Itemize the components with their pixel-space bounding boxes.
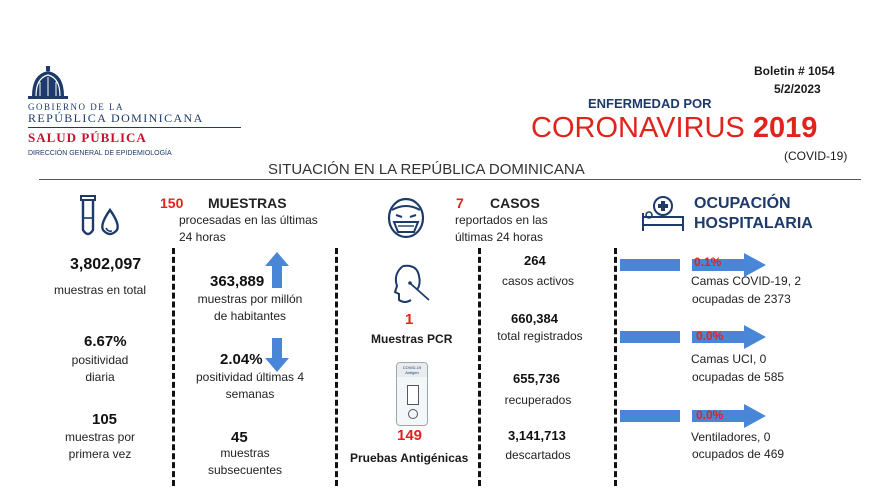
samples-total-value: 3,802,097	[70, 256, 142, 273]
positivity-4w-value: 2.04%	[220, 351, 263, 368]
antigen-kit-well	[408, 409, 418, 419]
antigen-kit-header	[397, 363, 427, 377]
total-cases-label: total registrados	[497, 329, 583, 343]
column-divider-2	[335, 248, 338, 486]
title-sub: (COVID-19)	[784, 149, 848, 163]
hospital-covid-beds-line1: Camas COVID-19, 2	[691, 274, 802, 288]
pcr-label: Muestras PCR	[371, 332, 453, 346]
arrow-right-icon	[620, 404, 768, 428]
ministry-logo	[28, 66, 248, 161]
title-small: ENFERMEDAD POR	[588, 96, 712, 111]
section-title: SITUACIÓN EN LA REPÚBLICA DOMINICANA	[268, 161, 585, 178]
cases-heading: CASOS	[490, 195, 540, 211]
active-cases-value: 264	[524, 253, 546, 268]
discarded-label: descartados	[505, 448, 571, 462]
department-name: DIRECCIÓN GENERAL DE EPIDEMIOLOGÍA	[28, 150, 172, 157]
test-tube-icon	[78, 194, 126, 240]
hospital-icu-beds-line2: ocupadas de 585	[692, 370, 785, 384]
total-cases-value: 660,384	[511, 311, 558, 326]
sick-face-icon	[384, 196, 428, 242]
cases-count-24h: 7	[456, 195, 464, 211]
title-big	[531, 112, 817, 145]
nasal-swab-icon	[389, 262, 433, 306]
hospital-covid-beds-line2: ocupadas de 2373	[692, 292, 791, 306]
recovered-label: recuperados	[504, 393, 572, 407]
hospital-heading-line2: HOSPITALARIA	[694, 215, 813, 232]
first-time-label: muestras por primera vez	[64, 430, 136, 461]
hospital-icu-beds-line1: Camas UCI, 0	[691, 352, 767, 366]
discarded-value: 3,141,713	[508, 428, 566, 443]
active-cases-label: casos activos	[501, 274, 575, 288]
subsequent-label: muestras subsecuentes	[207, 446, 283, 477]
hospital-ventilators-pct: 0.0%	[696, 408, 724, 422]
arrow-right-icon	[620, 325, 768, 349]
recovered-value: 655,736	[513, 371, 560, 386]
bulletin-number: Boletin # 1054	[754, 64, 835, 78]
samples-count-24h: 150	[160, 195, 184, 211]
section-divider	[39, 179, 861, 180]
arrow-up-icon	[265, 252, 289, 288]
title-big-word: CORONAVIRUS	[531, 112, 745, 144]
antigen-value: 149	[397, 427, 423, 444]
per-million-value: 363,889	[210, 273, 265, 290]
hospital-ventilators-line1: Ventiladores, 0	[691, 430, 771, 444]
logo-divider	[28, 127, 241, 128]
per-million-label: muestras por millón de habitantes	[197, 292, 303, 323]
column-divider-4	[614, 248, 617, 486]
hospital-icu-beds-pct: 0.0%	[696, 329, 724, 343]
hospital-heading-line1: OCUPACIÓN	[694, 195, 791, 212]
first-time-value: 105	[92, 411, 118, 428]
gov-line2: REPÚBLICA DOMINICANA	[28, 111, 204, 125]
column-divider-1	[172, 248, 175, 486]
antigen-kit-label: COVID-19 Antigen	[402, 365, 422, 375]
hospital-ventilators-line2: ocupados de 469	[692, 447, 785, 461]
daily-positivity-value: 6.67%	[84, 333, 127, 350]
pcr-value: 1	[405, 311, 414, 328]
positivity-4w-label: positividad últimas 4 semanas	[195, 370, 305, 401]
samples-total-label: muestras en total	[53, 283, 147, 297]
antigen-label: Pruebas Antigénicas	[350, 451, 469, 465]
samples-desc-24h: procesadas en las últimas 24 horas	[179, 213, 318, 244]
bulletin-date: 5/2/2023	[774, 82, 821, 96]
hospital-covid-beds-pct: 0.1%	[694, 255, 722, 269]
ministry-name: SALUD PÚBLICA	[28, 130, 147, 145]
antigen-kit-window	[407, 385, 419, 405]
cases-desc-24h: reportados en las últimas 24 horas	[455, 213, 548, 244]
title-big-year: 2019	[752, 112, 818, 144]
daily-positivity-label: positividad diaria	[71, 353, 129, 384]
dome-emblem-icon	[28, 66, 68, 100]
column-divider-3	[478, 248, 481, 486]
samples-heading: MUESTRAS	[208, 195, 287, 211]
hospital-bed-icon	[640, 195, 686, 233]
antigen-test-kit	[396, 362, 428, 426]
subsequent-value: 45	[231, 429, 248, 446]
arrow-down-icon	[265, 338, 289, 372]
gov-line1: GOBIERNO DE LA	[28, 102, 124, 112]
